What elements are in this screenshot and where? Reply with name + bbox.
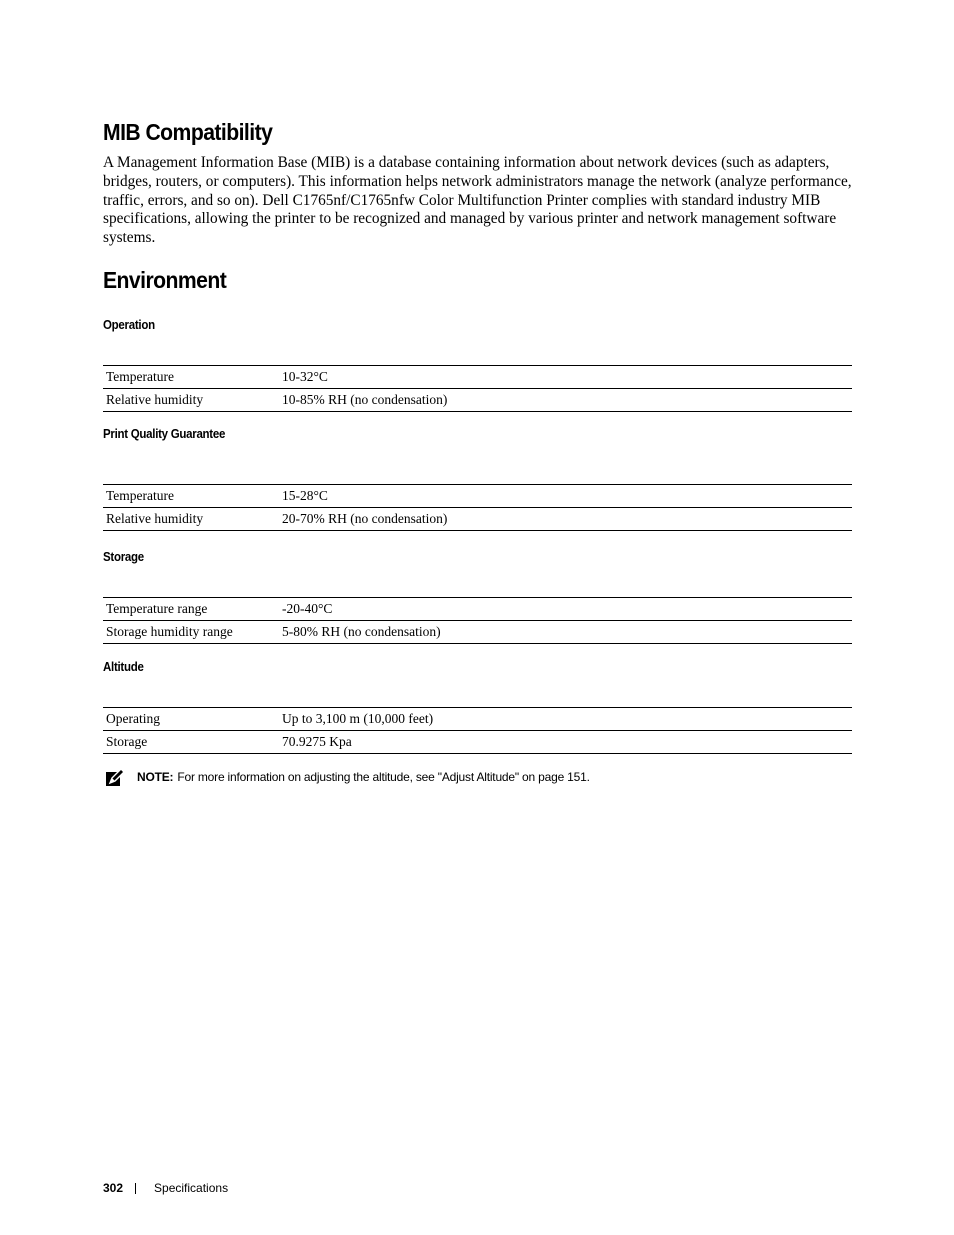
row-label: Temperature range	[106, 601, 208, 616]
altitude-table	[103, 707, 852, 754]
altitude-heading: Altitude	[103, 660, 144, 674]
row-label: Operating	[106, 711, 160, 726]
row-value: 10-32°C	[282, 369, 328, 384]
print-quality-table	[103, 484, 852, 531]
row-value: Up to 3,100 m (10,000 feet)	[282, 711, 434, 726]
operation-heading: Operation	[103, 318, 155, 332]
row-label: Temperature	[106, 488, 175, 503]
storage-heading: Storage	[103, 550, 144, 564]
note-label: NOTE:	[137, 770, 174, 784]
storage-table	[103, 597, 852, 644]
pencil-note-icon	[105, 767, 125, 787]
mib-heading: MIB Compatibility	[103, 119, 273, 145]
row-label: Relative humidity	[106, 511, 204, 526]
row-value: 20-70% RH (no condensation)	[282, 511, 448, 526]
row-value: 70.9275 Kpa	[282, 734, 352, 749]
footer-divider	[135, 1183, 136, 1194]
table-row	[103, 485, 852, 508]
table-row	[103, 366, 852, 389]
table-row	[103, 621, 852, 644]
environment-heading: Environment	[103, 267, 227, 293]
row-label: Storage	[106, 734, 148, 749]
page-footer	[103, 1181, 228, 1195]
table-row	[103, 389, 852, 412]
row-value: 15-28°C	[282, 488, 328, 503]
table-row	[103, 731, 852, 754]
operation-table	[103, 365, 852, 412]
row-value: -20-40°C	[282, 601, 333, 616]
row-value: 10-85% RH (no condensation)	[282, 392, 448, 407]
row-value: 5-80% RH (no condensation)	[282, 624, 441, 639]
page-number: 302	[103, 1181, 124, 1195]
print-quality-heading: Print Quality Guarantee	[103, 427, 226, 441]
footer-section: Specifications	[154, 1181, 229, 1195]
table-row	[103, 598, 852, 621]
table-row	[103, 508, 852, 531]
mib-paragraph: A Management Information Base (MIB) is a database containing information about network devices (such as adapters, bridges, routers, or computers). This information helps network administrators manage the network (analyze performance, traffic, errors, and so on). Dell C1765nf/C1765nfw Color Multifunction Printer complies with standard industry MIB specifications, allowing the printer to be recognized and managed by various printer and network management software systems.	[103, 154, 852, 247]
note-text: For more information on adjusting the altitude, see "Adjust Altitude" on page 151.	[177, 770, 590, 784]
row-label: Temperature	[106, 369, 175, 384]
note	[105, 767, 590, 787]
table-row	[103, 708, 852, 731]
row-label: Storage humidity range	[106, 624, 233, 639]
row-label: Relative humidity	[106, 392, 204, 407]
